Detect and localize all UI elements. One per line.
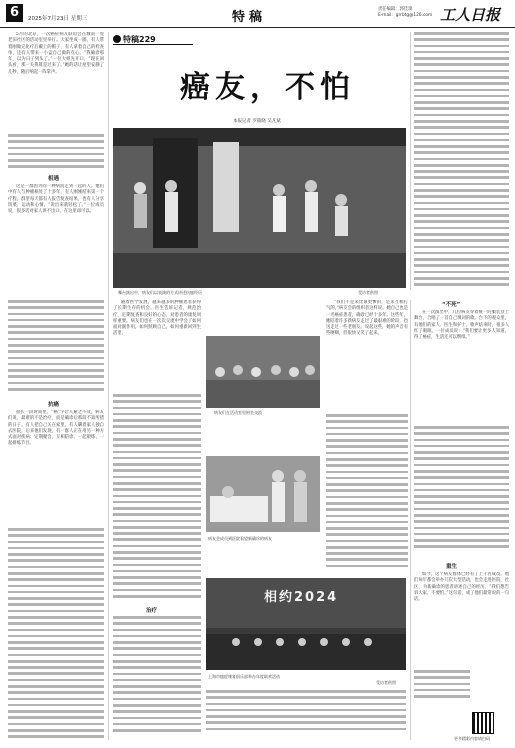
section-heading: 相遇 — [48, 176, 60, 182]
byline: 本报记者 罗筱晓 吴凡斌 — [233, 119, 281, 124]
photo-caption: 上海市癌症康复俱乐部举办年度联欢活动 — [208, 674, 280, 679]
qr-label: 更多精彩内容请扫码 — [454, 736, 490, 741]
section-heading: 重生 — [446, 564, 458, 570]
intro-paragraph: 5月的北京，一次癌症病友联谊会在城南一处老旧社区的活动室里举行。大家坐成一圈，有人带着刚做完化疗后戴上的帽子，有人拿着自己的检查单，还有人带来一小盒自己做的点心。“我确诊那年，以为日子到头了。”一位大姐先开口，“现在回头看，那一关我算是过来了。”她的话让屋里安静了几秒，随后响起一阵掌声。 — [8, 32, 104, 75]
body-text-block — [326, 414, 408, 574]
gathering-photo — [206, 336, 320, 408]
body-text-block — [414, 670, 470, 706]
page-number: 6 — [6, 4, 23, 22]
article-headline: 癌友，不怕 — [180, 70, 355, 105]
body-text-block — [8, 300, 104, 394]
column-divider — [108, 32, 109, 740]
section-heading: “不死” — [442, 302, 461, 308]
section-text: 如今，这个病友群体已经有了上千名成员。他们每年都会举办几次大型活动，也会走进医院、社区，为新确诊的患者讲述自己的经历。“我们想告诉大家，不要怕。”这句话，成了他们最常说的一句话。 — [414, 572, 509, 603]
section-text: 很长一段时间里，“癌”字让人避之不及。病友们说，最难的不是治疗，而是确诊后那段不知所措的日子。有人把自己关在家里，有人瞒着家人独自去医院。后来他们发现，有一群人正在用另一种方式面对疾病：定期聚会、互相陪诊、一起锻炼、一起排练节目。 — [8, 410, 104, 447]
section-text: “我们不是来比谁更惨的，是来互相打气的。”病友会的组织者这样说。她自己也是一名癌症患者，确诊已经十多年。这些年，她陪着许多新病友走过了最艰难的阶段，也送走过一些老朋友。说起这些，她的声音有些哽咽，但很快又笑了起来。 — [326, 300, 408, 337]
issue-date: 2025年7月23日 星期三 — [28, 16, 88, 22]
qr-code-icon[interactable] — [472, 712, 494, 734]
section-title: 特稿 — [232, 10, 267, 25]
column-tag — [113, 34, 193, 45]
body-text-block — [8, 528, 104, 740]
column-tag-label: 特稿229 — [123, 35, 156, 44]
section-text: 这是一群因为同一种病而走到一起的人。他们中有人与肿瘤相处了十多年，有人刚刚结束第一个疗程。群里每天都有人报告复查结果，也有人分享饭菜、运动和心情。“说出来就轻松了。”一位成员说，很多话对家人讲不出口，在这里却可以。 — [8, 184, 104, 215]
section-heading: 抗癌 — [48, 402, 60, 408]
body-text-block — [113, 394, 201, 604]
section-heading: 治疗 — [146, 608, 158, 614]
gathering-photo-image — [206, 336, 320, 408]
gala-photo — [206, 578, 406, 670]
body-text-block — [8, 134, 104, 170]
photo-credit: 受访者供图 — [358, 290, 378, 295]
column-divider — [410, 300, 411, 740]
editor-line: 责任编辑：郭佳琦 — [378, 7, 413, 12]
hospital-photo — [206, 456, 320, 532]
body-text-block — [414, 426, 509, 556]
section-text: 随着医学发展，越来越多的肿瘤患者获得了长期生存的机会。医生告诉记者，规范治疗、定期复查和良好的心态，对患者的康复同样重要。病友们也在一次次交流中学会了如何面对副作用，如何照顾自己，如何重新回到生活里。 — [113, 300, 201, 337]
column-divider — [410, 32, 411, 290]
body-text-block — [113, 616, 201, 740]
column-dot-icon — [113, 35, 121, 43]
page-header — [0, 0, 515, 28]
photo-caption: 病友们在活动室里围坐交流 — [214, 410, 262, 415]
photo-caption: 病友会成员到医院看望新确诊的病友 — [208, 536, 272, 541]
body-text-block — [206, 690, 406, 740]
editor-info — [378, 7, 432, 19]
photo-credit: 受访者供图 — [376, 680, 396, 685]
stage-photo-image — [113, 128, 406, 288]
body-text-block — [414, 32, 509, 290]
gala-banner-text: 相约2024 — [264, 590, 339, 605]
editor-line: E-mail：grrbtg@126.com — [378, 13, 433, 18]
stage-photo — [113, 128, 406, 288]
section-text: 在一次演出中，几位病友穿着统一的服装登上舞台，合唱了一首自己填词的歌。台下的观众里，有他们的家人、医生和护士。歌声结束时，很多人红了眼眶。一位成员说：“我们要让更多人知道，得了癌症，生活还可以继续。” — [414, 310, 509, 341]
photo-caption: 舞台演出中，病友们以表演的方式讲述抗癌经历 — [118, 290, 202, 295]
newspaper-logo: 工人日报 — [440, 6, 501, 24]
hospital-photo-image — [206, 456, 320, 532]
